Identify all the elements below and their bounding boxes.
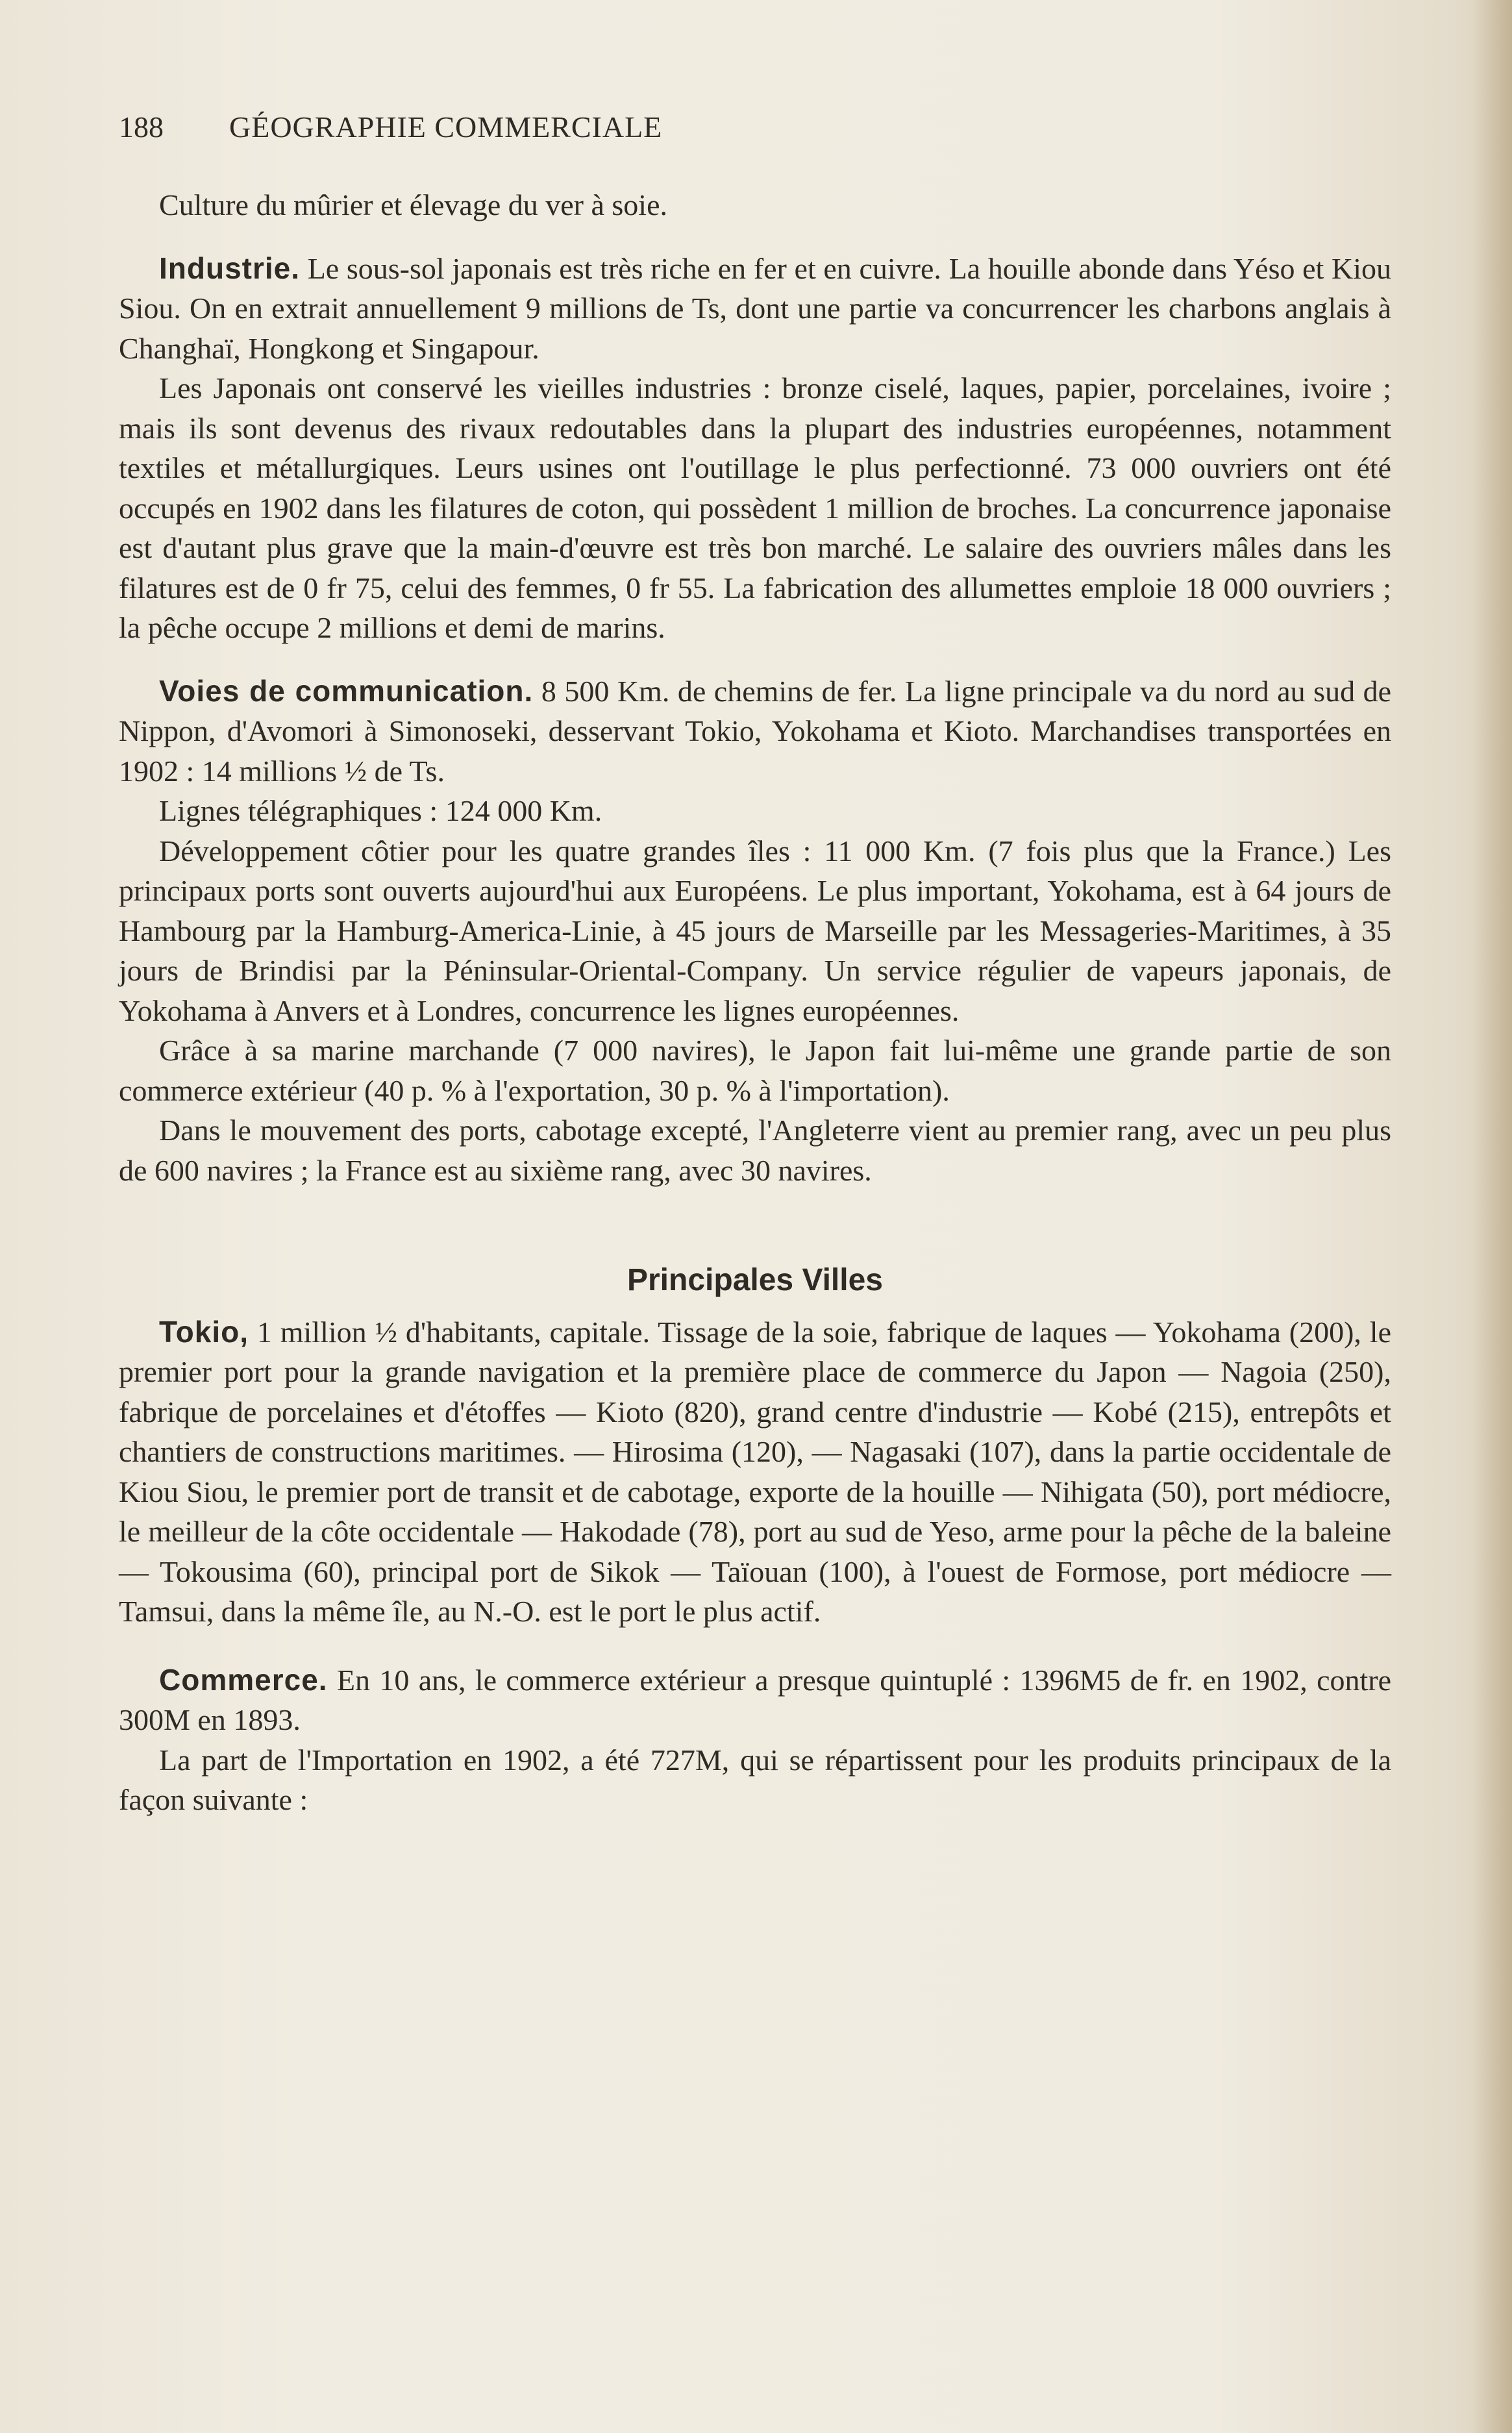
commerce-paragraph-2: La part de l'Importation en 1902, a été 727M, qui se répartissent pour les produits principaux de la façon suivante :	[119, 1743, 1391, 1816]
running-title: GÉOGRAPHIE COMMERCIALE	[229, 110, 663, 143]
commerce-label: Commerce.	[159, 1662, 328, 1697]
voies-paragraph-4: Grâce à sa marine marchande (7 000 navires), le Japon fait lui-même une grande partie de son commerce extérieur (40 p. % à l'exportation, 30 p. % à l'importation).	[119, 1034, 1391, 1107]
industrie-paragraph	[119, 249, 1391, 369]
voies-paragraph-2: Lignes télégraphiques : 124 000 Km.	[159, 794, 602, 827]
voies-paragraph	[119, 671, 1391, 792]
voies-label: Voies de communication.	[159, 673, 534, 708]
page-text	[119, 107, 1391, 1820]
running-header	[119, 107, 1391, 147]
commerce-paragraph	[119, 1660, 1391, 1740]
villes-text: 1 million ½ d'habitants, capitale. Tissage de la soie, fabrique de laques — Yokohama (200), le premier port pour la grande navigation et la première place de commerce du Japon — Nagoia (250), fabrique de porcelaines et d'étoffes — Kioto (820), grand centre d'industrie — Kobé (215), entrepôts et chantiers de constructions maritimes. — Hirosima (120), — Nagasaki (107), dans la partie occidentale de Kiou Siou, le premier port de transit et de cabotage, exporte de la houille — Nihigata (50), port médiocre, le meilleur de la côte occidentale — Hakodade (78), port au sud de Yeso, arme pour la pêche de la baleine — Tokousima (60), principal port de Sikok — Taïouan (100), à l'ouest de Formose, port médiocre — Tamsui, dans la même île, au N.-O. est le port le plus actif.	[119, 1315, 1391, 1628]
voies-paragraph-3: Développement côtier pour les quatre grandes îles : 11 000 Km. (7 fois plus que la France.) Les principaux ports sont ouverts aujourd'hui aux Européens. Le plus important, Yokohama, est à 64 jours de Hambourg par la Hamburg-America-Linie, à 45 jours de Marseille par les Messageries-Maritimes, à 35 jours de Brindisi par la Péninsular-Oriental-Company. Un service régulier de vapeurs japonais, de Yokohama à Anvers et à Londres, concurrence les lignes européennes.	[119, 834, 1391, 1027]
page-edge-shadow	[1473, 0, 1512, 2433]
section-title-villes: Principales Villes	[626, 1263, 883, 1297]
tokio-label: Tokio,	[159, 1314, 249, 1349]
commerce-text-1: En 10 ans, le commerce extérieur a presque quintuplé : 1396M5 de fr. en 1902, contre 300M en 1893.	[119, 1663, 1392, 1736]
voies-paragraph-5: Dans le mouvement des ports, cabotage excepté, l'Angleterre vient au premier rang, avec un peu plus de 600 navires ; la France est au sixième rang, avec 30 navires.	[119, 1114, 1391, 1187]
industrie-paragraph-2: Les Japonais ont conservé les vieilles industries : bronze ciselé, laques, papier, porcelaines, ivoire ; mais ils sont devenus des rivaux redoutables dans la plupart des industries européennes, notamment textiles et métallurgiques. Leurs usines ont l'outillage le plus perfectionné. 73 000 ouvriers ont été occupés en 1902 dans les filatures de coton, qui possèdent 1 million de broches. La concurrence japonaise est d'autant plus grave que la main-d'œuvre est très bon marché. Le salaire des ouvriers mâles dans les filatures est de 0 fr 75, celui des femmes, 0 fr 55. La fabrication des allumettes emploie 18 000 ouvriers ; la pêche occupe 2 millions et demi de marins.	[119, 371, 1391, 644]
page-number: 188	[119, 110, 164, 143]
industrie-label: Industrie.	[159, 251, 301, 285]
industrie-text-1: Le sous-sol japonais est très riche en fer et en cuivre. La houille abonde dans Yéso et Kiou Siou. On en extrait annuellement 9 millions de Ts, dont une partie va concurrencer les charbons anglais à Changhaï, Hongkong et Singapour.	[119, 251, 1391, 365]
voies-text-1: 8 500 Km. de chemins de fer. La ligne principale va du nord au sud de Nippon, d'Avomori à Simonoseki, desservant Tokio, Yokohama et Kioto. Marchandises transportées en 1902 : 14 millions ½ de Ts.	[119, 674, 1392, 788]
culture-line: Culture du mûrier et élevage du ver à soie.	[159, 188, 667, 221]
villes-paragraph	[119, 1312, 1391, 1632]
